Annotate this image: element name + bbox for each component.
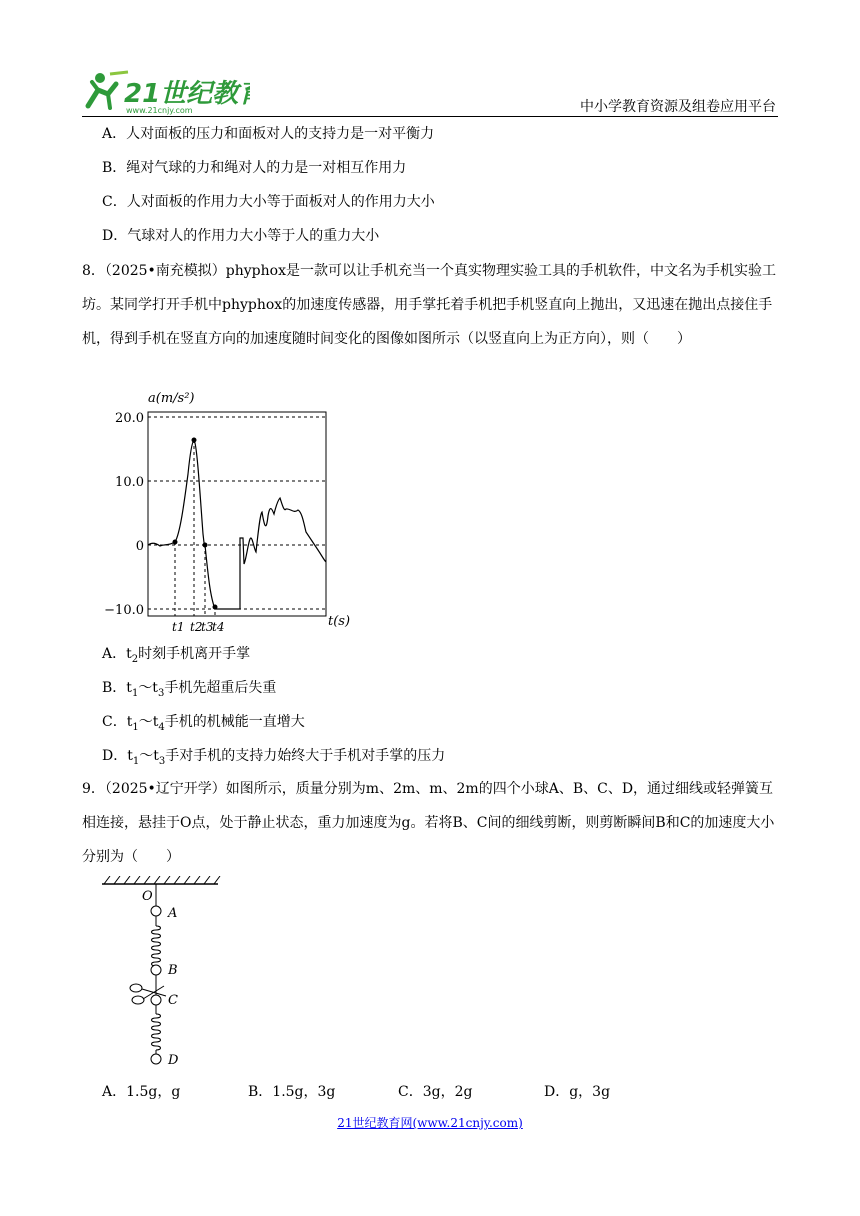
q8-option-a: A．$t_2$时刻手机离开手掌 (102, 646, 251, 665)
point-t3 (203, 543, 208, 548)
q9-option-c: C．3g，2g (398, 1084, 473, 1100)
ball-b (151, 965, 161, 975)
logo-text: 21世纪教 (124, 79, 239, 109)
label-b: B (168, 963, 178, 978)
chart-ylabel: a(m/s²) (148, 391, 195, 406)
logo-url: www.21cnjy.com (126, 106, 193, 115)
ytick-20: 20.0 (115, 411, 144, 426)
q7-option-d: D．气球对人的作用力大小等于人的重力大小 (102, 228, 380, 244)
q7-option-c: C．人对面板的作用力大小等于面板对人的作用力大小 (102, 194, 435, 210)
label-a: A (168, 906, 178, 921)
q9-stem: 9．（2025•辽宁开学）如图所示，质量分别为m、2m、m、2m的四个小球A、B、C、D，通过细线或轻弹簧互相连接，悬挂于O点，处于静止状态，重力加速度为g。若将B、C间的细线剪断，则剪断瞬间B和C的加速度大小分别为（ ） (82, 781, 775, 865)
label-o: O (142, 889, 153, 904)
label-d: D (168, 1053, 179, 1068)
point-t1 (173, 540, 178, 545)
point-t2 (192, 438, 197, 443)
q7-option-a: A．人对面板的压力和面板对人的支持力是一对平衡力 (102, 126, 435, 142)
acceleration-chart (100, 384, 350, 640)
site-logo (80, 68, 250, 118)
chart-xlabel: t(s) (328, 614, 350, 629)
ball-c (151, 995, 161, 1005)
spring-ball-figure (100, 876, 230, 1072)
header-rule (82, 116, 778, 117)
xtick-t3: t3 (201, 620, 214, 634)
q9-option-a: A．1.5g，g (102, 1084, 181, 1100)
q8-option-d: D．$t_1\sim t_3$手对手机的支持力始终大于手机对手掌的压力 (102, 748, 446, 767)
xtick-t2: t2 (190, 620, 203, 634)
q8-stem: 8．（2025•南充模拟）phyphox是一款可以让手机充当一个真实物理实验工具的手机软件，中文名为手机实验工坊。某同学打开手机中phyphox的加速度传感器，用手掌托着手机把手机竖直向上抛出，又迅速在抛出点接住手机，得到手机在竖直方向的加速度随时间变化的图像如图所示（以竖直向上为正方向），则（ ） (82, 263, 776, 347)
ytick-neg10: −10.0 (104, 603, 144, 618)
point-t4 (213, 605, 218, 610)
spring-ab (152, 926, 161, 966)
ball-d (151, 1054, 161, 1064)
q8-option-c: C．$t_1\sim t_4$手机的机械能一直增大 (102, 714, 305, 733)
ytick-10: 10.0 (115, 475, 144, 490)
footer-link[interactable]: 21世纪教育网(www.21cnjy.com) (337, 1116, 523, 1130)
spring-cd (152, 1014, 161, 1050)
q7-option-b: B．绳对气球的力和绳对人的力是一对相互作用力 (102, 160, 407, 176)
platform-title: 中小学教育资源及组卷应用平台 (580, 99, 776, 115)
q8-option-b: B．$t_1\sim t_3$手机先超重后失重 (102, 680, 277, 699)
xtick-t1: t1 (172, 620, 185, 634)
acceleration-curve (148, 440, 326, 609)
label-c: C (168, 993, 178, 1008)
xtick-t4: t4 (212, 620, 225, 634)
q9-option-b: B．1.5g，3g (248, 1084, 336, 1100)
ytick-0: 0 (135, 539, 144, 554)
q9-option-d: D．g，3g (544, 1084, 611, 1100)
ball-a (151, 906, 161, 916)
